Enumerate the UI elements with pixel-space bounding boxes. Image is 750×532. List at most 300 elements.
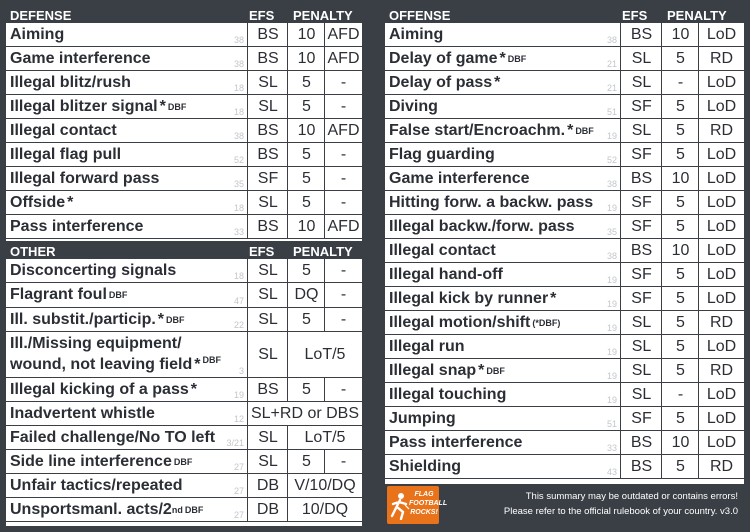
penalty-yards: 5 bbox=[287, 95, 325, 118]
penalty-yards: 5 bbox=[661, 191, 699, 214]
dbf-note: DBF bbox=[167, 101, 187, 112]
offense-row bbox=[385, 191, 744, 215]
efs-cell: SL bbox=[620, 119, 662, 142]
efs-cell: BS bbox=[620, 239, 662, 262]
infraction-name bbox=[385, 383, 620, 406]
dbf-star: * bbox=[550, 289, 557, 307]
disclaimer-line-2: Please refer to the official rulebook of your country. v3.0 bbox=[503, 506, 738, 517]
offense-row bbox=[385, 143, 744, 167]
other-row bbox=[6, 426, 362, 450]
infraction-text: Ill. substit./particip. bbox=[10, 310, 156, 328]
penalty-extra: - bbox=[324, 308, 362, 331]
penalty-yards: 5 bbox=[287, 143, 325, 166]
offense-row bbox=[385, 215, 744, 239]
infraction-text: Illegal flag pull bbox=[10, 145, 122, 163]
offense-title: OFFENSE bbox=[389, 8, 451, 23]
penalty-extra: LoD bbox=[698, 23, 744, 46]
infraction-name bbox=[385, 359, 620, 382]
efs-cell: SL bbox=[247, 95, 288, 118]
penalty-yards: 10 bbox=[287, 119, 325, 142]
infraction-text: Flag guarding bbox=[389, 145, 495, 163]
defense-row bbox=[6, 167, 362, 191]
infraction-name bbox=[385, 287, 620, 310]
infraction-text: Illegal motion/shift bbox=[389, 313, 531, 331]
other-row bbox=[6, 308, 362, 332]
rulebook-page: 47 bbox=[233, 296, 244, 306]
efs-cell: SF bbox=[620, 263, 662, 286]
infraction-text: Illegal hand-off bbox=[389, 265, 503, 283]
penalty-yards: 5 bbox=[287, 167, 325, 190]
efs-cell: SF bbox=[620, 143, 662, 166]
defense-penalty-heading: PENALTY bbox=[293, 8, 353, 23]
penalty-yards: 10 bbox=[661, 167, 699, 190]
efs-cell: BS bbox=[247, 215, 288, 238]
infraction-text: Aiming bbox=[10, 25, 65, 43]
penalty-yards: 5 bbox=[661, 407, 699, 430]
defense-row bbox=[6, 47, 362, 71]
dbf-star: * bbox=[194, 356, 201, 373]
infraction-name bbox=[6, 450, 247, 473]
infraction-name bbox=[6, 283, 247, 307]
efs-cell: BS bbox=[620, 167, 662, 190]
efs-cell: SF bbox=[620, 407, 662, 430]
penalty-extra: - bbox=[324, 167, 362, 190]
dbf-star: * bbox=[67, 193, 74, 211]
infraction-text: Illegal kicking of a pass bbox=[10, 380, 189, 398]
penalty-extra: AFD bbox=[324, 119, 362, 142]
dbf-star: * bbox=[157, 310, 165, 328]
rulebook-page: 51 bbox=[606, 419, 617, 429]
penalty-yards: 5 bbox=[661, 359, 699, 382]
efs-cell: SL bbox=[247, 308, 288, 331]
rulebook-page: 33 bbox=[233, 227, 244, 237]
infraction-name bbox=[385, 311, 620, 334]
penalty-yards: 10 bbox=[287, 47, 325, 70]
rulebook-page: 38 bbox=[606, 35, 617, 45]
offense-header bbox=[385, 5, 744, 23]
other-row bbox=[6, 332, 362, 378]
offense-row bbox=[385, 95, 744, 119]
rulebook-page: 51 bbox=[606, 107, 617, 117]
penalty-yards: 5 bbox=[661, 335, 699, 358]
infraction-name bbox=[6, 402, 247, 425]
dbf-note: DBF bbox=[486, 365, 505, 376]
other-title: OTHER bbox=[10, 244, 56, 259]
infraction-name bbox=[6, 143, 247, 166]
penalty-merged: LoT/5 bbox=[287, 332, 362, 377]
dbf-star: * bbox=[478, 361, 485, 379]
penalty-extra: LoD bbox=[698, 263, 744, 286]
rulebook-page: 19 bbox=[606, 299, 617, 309]
rulebook-page: 38 bbox=[233, 59, 244, 69]
offense-row bbox=[385, 407, 744, 431]
penalty-yards: 5 bbox=[661, 263, 699, 286]
rulebook-page: 12 bbox=[233, 414, 244, 424]
efs-cell: SL bbox=[247, 191, 288, 214]
rulebook-page: 18 bbox=[233, 83, 244, 93]
infraction-text: False start/Encroachm. bbox=[389, 121, 566, 139]
infraction-text: Illegal blitzer signal bbox=[10, 97, 158, 115]
rulebook-page: 19 bbox=[606, 371, 617, 381]
left-panel bbox=[6, 5, 362, 526]
efs-cell: SL bbox=[620, 311, 662, 334]
efs-cell: SL bbox=[620, 47, 662, 70]
offense-row bbox=[385, 71, 744, 95]
penalty-yards: 5 bbox=[287, 71, 325, 94]
offense-row bbox=[385, 23, 744, 47]
other-row bbox=[6, 402, 362, 426]
infraction-name-lines bbox=[10, 336, 221, 373]
rulebook-page: 33 bbox=[606, 443, 617, 453]
infraction-name bbox=[6, 378, 247, 401]
infraction-name bbox=[6, 191, 247, 214]
rulebook-page: 19 bbox=[233, 390, 244, 400]
penalty-yards: 5 bbox=[287, 308, 325, 331]
defense-row bbox=[6, 143, 362, 167]
infraction-name bbox=[6, 426, 247, 449]
logo-text: FLAG FOOTBALL ROCKS! bbox=[409, 491, 448, 516]
dbf-note: DBF bbox=[166, 314, 185, 325]
dbf-note: DBF bbox=[575, 125, 594, 136]
offense-row bbox=[385, 311, 744, 335]
efs-cell: SF bbox=[620, 287, 662, 310]
other-efs-heading: EFS bbox=[249, 244, 275, 259]
rulebook-page: 21 bbox=[606, 59, 617, 69]
rulebook-page: 43 bbox=[606, 467, 617, 477]
efs-cell: SL bbox=[247, 259, 288, 282]
penalty-extra: LoD bbox=[698, 335, 744, 358]
infraction-text: Game interference bbox=[389, 169, 530, 187]
penalty-extra: LoD bbox=[698, 71, 744, 94]
infraction-name bbox=[6, 308, 247, 331]
efs-cell: BS bbox=[247, 47, 288, 70]
infraction-name bbox=[385, 95, 620, 118]
penalty-extra: - bbox=[324, 283, 362, 307]
infraction-name bbox=[385, 335, 620, 358]
infraction-name bbox=[6, 474, 247, 497]
penalty-merged: 10/DQ bbox=[287, 498, 362, 521]
offense-row bbox=[385, 239, 744, 263]
disclaimer-line-1: This summary may be outdated or contains errors! bbox=[525, 491, 738, 502]
infraction-text: Hitting forw. a backw. pass bbox=[389, 193, 594, 211]
runner-icon bbox=[389, 492, 411, 520]
efs-cell: SL bbox=[620, 359, 662, 382]
penalty-extra: LoD bbox=[698, 287, 744, 310]
rulebook-page: 38 bbox=[606, 179, 617, 189]
penalty-extra: - bbox=[324, 95, 362, 118]
offense-row bbox=[385, 335, 744, 359]
rulebook-page: 19 bbox=[606, 323, 617, 333]
penalty-yards: 5 bbox=[661, 47, 699, 70]
penalty-yards: DQ bbox=[287, 283, 325, 307]
rulebook-page: 3 bbox=[238, 366, 244, 376]
penalty-extra: - bbox=[324, 450, 362, 473]
infraction-name bbox=[385, 47, 620, 70]
other-penalty-heading: PENALTY bbox=[293, 244, 353, 259]
infraction-text: Illegal blitz/rush bbox=[10, 73, 131, 91]
dbf-note: DBF bbox=[184, 504, 204, 515]
infraction-name bbox=[385, 215, 620, 238]
other-row bbox=[6, 378, 362, 402]
penalty-yards: 5 bbox=[287, 378, 325, 401]
dbf-star: * bbox=[499, 49, 506, 67]
infraction-text: Illegal contact bbox=[389, 241, 496, 259]
penalty-yards: 5 bbox=[661, 119, 699, 142]
penalty-extra: AFD bbox=[324, 47, 362, 70]
penalty-yards: 10 bbox=[287, 23, 325, 46]
defense-row bbox=[6, 23, 362, 47]
dbf-note: DBF bbox=[202, 355, 221, 365]
dbf-star: * bbox=[190, 380, 197, 398]
infraction-text: Illegal backw./forw. pass bbox=[389, 217, 575, 235]
rulebook-page: 18 bbox=[233, 271, 244, 281]
logo bbox=[387, 486, 448, 524]
rulebook-page: 27 bbox=[233, 486, 244, 496]
infraction-text: Pass interference bbox=[10, 217, 144, 235]
penalty-extra: - bbox=[324, 378, 362, 401]
penalty-yards: 10 bbox=[661, 23, 699, 46]
infraction-name-line-1: Ill./Missing equipment/ bbox=[10, 335, 182, 352]
other-row bbox=[6, 259, 362, 283]
penalty-yards: 5 bbox=[661, 143, 699, 166]
penalty-extra: LoD bbox=[698, 407, 744, 430]
defense-header bbox=[6, 5, 362, 23]
penalty-extra: RD bbox=[698, 455, 744, 478]
penalty-extra: LoD bbox=[698, 215, 744, 238]
infraction-name bbox=[385, 263, 620, 286]
penalty-yards: 5 bbox=[661, 95, 699, 118]
infraction-name bbox=[6, 167, 247, 190]
rulebook-page: 19 bbox=[606, 131, 617, 141]
infraction-name bbox=[385, 143, 620, 166]
infraction-text: Disconcerting signals bbox=[10, 261, 177, 279]
efs-cell: SF bbox=[620, 215, 662, 238]
infraction-name bbox=[385, 71, 620, 94]
infraction-name bbox=[385, 167, 620, 190]
infraction-name bbox=[385, 455, 620, 478]
efs-cell: SL bbox=[620, 335, 662, 358]
offense-row bbox=[385, 287, 744, 311]
infraction-text: Pass interference bbox=[389, 433, 523, 451]
efs-cell: SL bbox=[247, 426, 288, 449]
efs-cell: SF bbox=[620, 95, 662, 118]
penalty-yards: - bbox=[661, 383, 699, 406]
defense-row bbox=[6, 95, 362, 119]
rulebook-page: 18 bbox=[233, 107, 244, 117]
penalty-merged: LoT/5 bbox=[287, 426, 362, 449]
offense-penalty-heading: PENALTY bbox=[667, 8, 727, 23]
efs-cell: SL bbox=[247, 450, 288, 473]
rulebook-page: 19 bbox=[606, 347, 617, 357]
enforcement-merged: SL+RD or DBS bbox=[247, 402, 362, 425]
efs-cell: SF bbox=[247, 167, 288, 190]
infraction-name bbox=[6, 71, 247, 94]
penalty-extra: LoD bbox=[698, 431, 744, 454]
infraction-text: Inadvertent whistle bbox=[10, 404, 155, 422]
penalty-extra: RD bbox=[698, 47, 744, 70]
infraction-text: Game interference bbox=[10, 49, 151, 67]
other-row bbox=[6, 498, 362, 522]
infraction-name bbox=[6, 498, 247, 521]
infraction-name bbox=[6, 259, 247, 282]
offense-efs-heading: EFS bbox=[622, 8, 648, 23]
dbf-star: * bbox=[159, 97, 166, 115]
penalty-yards: 5 bbox=[661, 215, 699, 238]
infraction-text: Jumping bbox=[389, 409, 456, 427]
penalty-extra: LoD bbox=[698, 167, 744, 190]
offense-row bbox=[385, 359, 744, 383]
penalty-extra: - bbox=[324, 71, 362, 94]
rulebook-page: 19 bbox=[606, 395, 617, 405]
efs-cell: SL bbox=[620, 71, 662, 94]
infraction-text: Illegal run bbox=[389, 337, 465, 355]
infraction-text: Illegal contact bbox=[10, 121, 117, 139]
offense-row bbox=[385, 263, 744, 287]
defense-row bbox=[6, 71, 362, 95]
dbf-note: DBF bbox=[108, 290, 128, 300]
offense-row bbox=[385, 167, 744, 191]
penalty-yards: 5 bbox=[661, 311, 699, 334]
penalty-extra: LoD bbox=[698, 239, 744, 262]
infraction-text: Illegal kick by runner bbox=[389, 289, 549, 307]
penalty-yards: 5 bbox=[287, 450, 325, 473]
rulebook-page: 52 bbox=[606, 155, 617, 165]
infraction-text: Flagrant foul bbox=[10, 286, 107, 303]
infraction-text: Side line interference bbox=[10, 452, 172, 470]
offense-row bbox=[385, 431, 744, 455]
infraction-name bbox=[6, 95, 247, 118]
infraction-name bbox=[6, 119, 247, 142]
penalty-extra: LoD bbox=[698, 191, 744, 214]
rulebook-page: 27 bbox=[233, 510, 244, 520]
offense-row bbox=[385, 455, 744, 479]
rulebook-page: 22 bbox=[233, 320, 244, 330]
efs-cell: BS bbox=[620, 455, 662, 478]
rulebook-page: 19 bbox=[606, 203, 617, 213]
defense-title: DEFENSE bbox=[10, 8, 72, 23]
defense-row bbox=[6, 215, 362, 239]
rulebook-page: 38 bbox=[233, 35, 244, 45]
other-row bbox=[6, 450, 362, 474]
right-panel bbox=[385, 5, 744, 526]
penalty-yards: 10 bbox=[661, 239, 699, 262]
infraction-name bbox=[6, 23, 247, 46]
efs-cell: SL bbox=[247, 283, 288, 307]
efs-cell: SL bbox=[247, 71, 288, 94]
penalty-yards: - bbox=[661, 71, 699, 94]
infraction-text: Delay of game bbox=[389, 49, 498, 67]
efs-cell: BS bbox=[247, 143, 288, 166]
other-header bbox=[6, 241, 362, 259]
efs-cell: BS bbox=[247, 378, 288, 401]
infraction-name bbox=[6, 215, 247, 238]
infraction-name bbox=[385, 407, 620, 430]
infraction-name bbox=[385, 23, 620, 46]
penalty-yards: 10 bbox=[661, 431, 699, 454]
infraction-text: Illegal snap bbox=[389, 361, 477, 379]
efs-cell: BS bbox=[620, 23, 662, 46]
penalty-extra: RD bbox=[698, 359, 744, 382]
penalty-extra: - bbox=[324, 259, 362, 282]
dbf-note: DBF bbox=[173, 456, 193, 467]
rulebook-page: 35 bbox=[233, 179, 244, 189]
penalty-extra: RD bbox=[698, 119, 744, 142]
efs-cell: SL bbox=[620, 383, 662, 406]
penalty-merged: V/10/DQ bbox=[287, 474, 362, 497]
infraction-text: Offside bbox=[10, 193, 66, 211]
dbf-star: * bbox=[567, 121, 574, 139]
rulebook-page: 3/21 bbox=[226, 438, 244, 448]
penalty-yards: 10 bbox=[287, 215, 325, 238]
infraction-text: Diving bbox=[389, 97, 438, 115]
defense-row bbox=[6, 191, 362, 215]
efs-cell: BS bbox=[620, 431, 662, 454]
ordinal-suffix: nd bbox=[171, 504, 183, 515]
offense-row bbox=[385, 383, 744, 407]
penalty-extra: AFD bbox=[324, 23, 362, 46]
rulebook-page: 38 bbox=[606, 251, 617, 261]
infraction-name bbox=[6, 332, 247, 377]
infraction-text: Illegal touching bbox=[389, 385, 507, 403]
infraction-name bbox=[385, 239, 620, 262]
efs-cell: BS bbox=[247, 119, 288, 142]
other-row bbox=[6, 474, 362, 498]
dbf-star: * bbox=[494, 73, 501, 91]
penalty-extra: RD bbox=[698, 311, 744, 334]
infraction-name bbox=[6, 47, 247, 70]
rulebook-page: 19 bbox=[606, 275, 617, 285]
penalty-extra: LoD bbox=[698, 95, 744, 118]
infraction-name bbox=[385, 431, 620, 454]
dbf-note: DBF bbox=[507, 53, 527, 64]
infraction-name bbox=[385, 191, 620, 214]
offense-row bbox=[385, 119, 744, 143]
rulebook-page: 52 bbox=[233, 155, 244, 165]
penalty-extra: - bbox=[324, 191, 362, 214]
infraction-text: Shielding bbox=[389, 457, 461, 475]
offense-row bbox=[385, 47, 744, 71]
dbf-note: (*DBF) bbox=[532, 317, 561, 328]
efs-cell: SL bbox=[247, 332, 288, 377]
penalty-yards: 5 bbox=[287, 191, 325, 214]
infraction-text: Unfair tactics/repeated bbox=[10, 476, 183, 494]
rulebook-page: 21 bbox=[606, 83, 617, 93]
penalty-extra: LoD bbox=[698, 383, 744, 406]
penalty-yards: 5 bbox=[661, 287, 699, 310]
defense-efs-heading: EFS bbox=[249, 8, 275, 23]
efs-cell: DB bbox=[247, 498, 288, 521]
infraction-text: Failed challenge/No TO left bbox=[10, 428, 216, 446]
efs-cell: DB bbox=[247, 474, 288, 497]
defense-row bbox=[6, 119, 362, 143]
infraction-text: Unsportsmanl. acts/2 bbox=[10, 500, 172, 518]
rulebook-page: 18 bbox=[233, 203, 244, 213]
penalty-yards: 5 bbox=[661, 455, 699, 478]
infraction-text: Illegal forward pass bbox=[10, 169, 160, 187]
infraction-text: Delay of pass bbox=[389, 73, 493, 91]
penalty-extra: LoD bbox=[698, 143, 744, 166]
efs-cell: BS bbox=[247, 23, 288, 46]
penalty-extra: - bbox=[324, 143, 362, 166]
infraction-text: Aiming bbox=[389, 25, 444, 43]
other-row bbox=[6, 283, 362, 308]
penalty-yards: 5 bbox=[287, 259, 325, 282]
rulebook-page: 35 bbox=[606, 227, 617, 237]
footer bbox=[385, 484, 744, 526]
rulebook-page: 38 bbox=[233, 131, 244, 141]
infraction-name-line-2: wound, not leaving field bbox=[10, 356, 193, 373]
rulebook-page: 27 bbox=[233, 462, 244, 472]
